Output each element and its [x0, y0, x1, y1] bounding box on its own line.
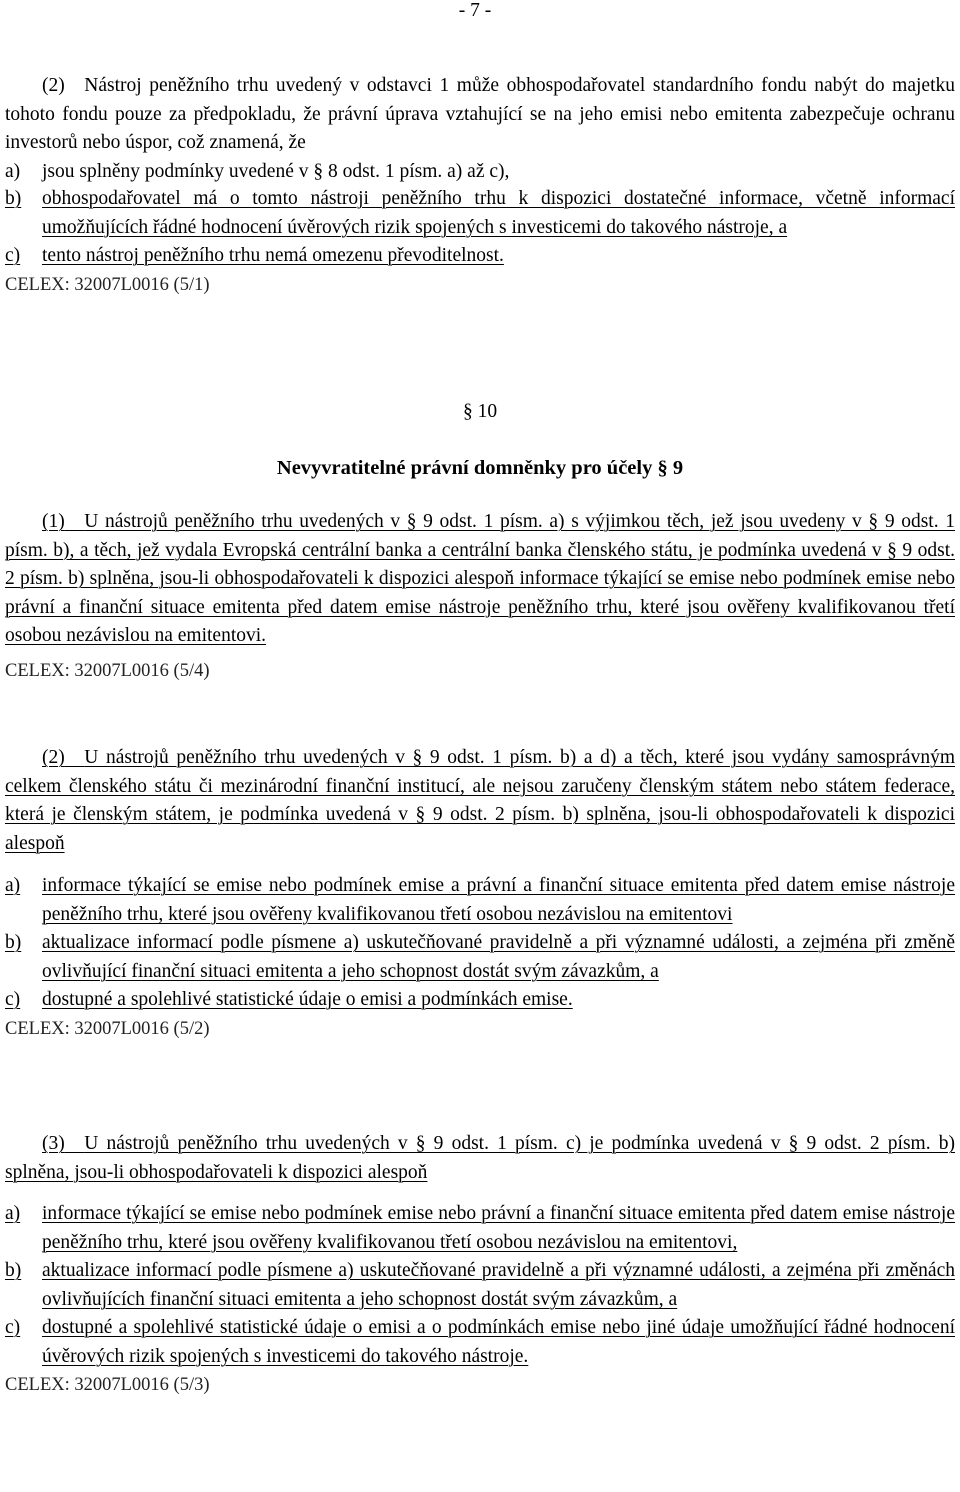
celex-reference: CELEX: 32007L0016 (5/3) [5, 1375, 210, 1395]
list-item-label: a) [5, 875, 21, 896]
list-item-label: a) [5, 1203, 21, 1224]
paragraph-2b-text [5, 744, 955, 858]
list-item [5, 929, 955, 986]
paragraph-2b-block [5, 744, 955, 1043]
list-item-text: dostupné a spolehlivé statistické údaje o emisi a podmínkách emise. [42, 989, 573, 1010]
paragraph-1-body: U nástrojů peněžního trhu uvedených v § 9 odst. 1 písm. a) s výjimkou těch, jež jsou uvedeny v § 9 odst. 1 písm. b), a těch, jež vydala Evropská centrální banka a centrální banka členského státu, je podmínka uvedená v § 9 odst. 2 písm. b) splněna, jsou-li obhospodařovateli k dispozici alespoň informace týkající se emise nebo podmínek emise nebo právní a finanční situace emitenta před datem emise nástroje peněžního trhu, které jsou ověřeny kvalifikovanou třetí osobou nezávislou na emitentovi. [5, 511, 955, 646]
list-item [5, 1257, 955, 1314]
paragraph-2-text: (2) Nástroj peněžního trhu uvedený v odstavci 1 může obhospodařovatel standardního fondu nabýt do majetku tohoto fondu pouze za předpokladu, že právní úprava vztahující se na jeho emisi nebo emitenta zabezpečuje ochranu investorů nebo úspor, což znamená, že [5, 75, 955, 153]
paragraph-1-label: (1) [42, 511, 65, 532]
list-item-text: informace týkající se emise nebo podmínek emise a právní a finanční situace emitenta před datem emise nástroje peněžního trhu, které jsou ověřeny kvalifikovanou třetí osobou nezávislou na emitentovi [42, 875, 955, 925]
list-item [5, 242, 955, 271]
list-item-text: dostupné a spolehlivé statistické údaje o emisi a o podmínkách emise nebo jiné údaje umožňující řádné hodnocení úvěrových rizik spojených s investicemi do takového nástroje. [42, 1317, 955, 1367]
list-item-label: c) [5, 1317, 21, 1338]
paragraph-1-text [5, 508, 955, 651]
list-item [5, 158, 955, 187]
section-title: Nevyvratitelné právní domněnky pro účely § 9 [276, 457, 684, 479]
paragraph-3-body: U nástrojů peněžního trhu uvedených v § 9 odst. 1 písm. c) je podmínka uvedená v § 9 odst. 2 písm. b) splněna, jsou-li obhospodařovateli k dispozici alespoň [5, 1133, 955, 1183]
list-item-text: aktualizace informací podle písmene a) uskutečňované pravidelně a při významné události, a zejména při změnách ovlivňujících finanční situaci emitenta a jeho schopnost dostát svým závazkům, a [42, 1260, 955, 1310]
page-number: - 7 - [458, 0, 492, 21]
list-item-label: b) [5, 1260, 22, 1281]
list-item [5, 1200, 955, 1257]
paragraph-3-block [5, 1130, 955, 1400]
list-item [5, 1314, 955, 1371]
list-item-label: b) [5, 188, 22, 209]
list-item-text: jsou splněny podmínky uvedené v § 8 odst. 1 písm. a) až c), [42, 160, 510, 182]
list-item-text: aktualizace informací podle písmene a) uskutečňované pravidelně a při významné události, a zejména při změně ovlivňující finanční situaci emitenta a jeho schopnost dostát svým závazkům, a [42, 932, 955, 982]
paragraph-3-label: (3) [42, 1133, 65, 1154]
paragraph-1-block [5, 508, 955, 685]
paragraph-2-items-underlined [5, 185, 955, 299]
list-item-text: tento nástroj peněžního trhu nemá omezenu převoditelnost. [42, 245, 504, 266]
celex-reference: CELEX: 32007L0016 (5/2) [5, 1018, 210, 1039]
celex-reference: CELEX: 32007L0016 (5/1) [5, 274, 210, 295]
list-item [5, 872, 955, 929]
list-item [5, 185, 955, 242]
paragraph-3-text [5, 1130, 955, 1187]
paragraph-2-block [5, 72, 955, 186]
celex-reference: CELEX: 32007L0016 (5/4) [5, 660, 210, 681]
list-item-text: obhospodařovatel má o tomto nástroji peněžního trhu k dispozici dostatečné informace, včetně informací umožňujících řádné hodnocení úvěrových rizik spojených s investicemi do takového nástroje, a [42, 188, 955, 238]
list-item [5, 986, 955, 1015]
section-number: § 10 [462, 401, 498, 422]
list-item-label: b) [5, 932, 22, 953]
list-item-label: a) [5, 160, 21, 182]
list-item-label: c) [5, 245, 21, 266]
list-item-label: c) [5, 989, 21, 1010]
list-item-text: informace týkající se emise nebo podmínek emise nebo právní a finanční situace emitenta před datem emise nástroje peněžního trhu, které jsou ověřeny kvalifikovanou třetí osobou nezávislou na emitentovi, [42, 1203, 955, 1253]
paragraph-2b-body: U nástrojů peněžního trhu uvedených v § 9 odst. 1 písm. b) a d) a těch, které jsou vydány samosprávným celkem členského státu či mezinárodní finanční institucí, ale nejsou zaručeny členským státem nebo státem federace, která je členským státem, je podmínka uvedená v § 9 odst. 2 písm. b) splněna, jsou-li obhospodařovateli k dispozici alespoň [5, 747, 955, 854]
paragraph-2b-label: (2) [42, 747, 65, 768]
